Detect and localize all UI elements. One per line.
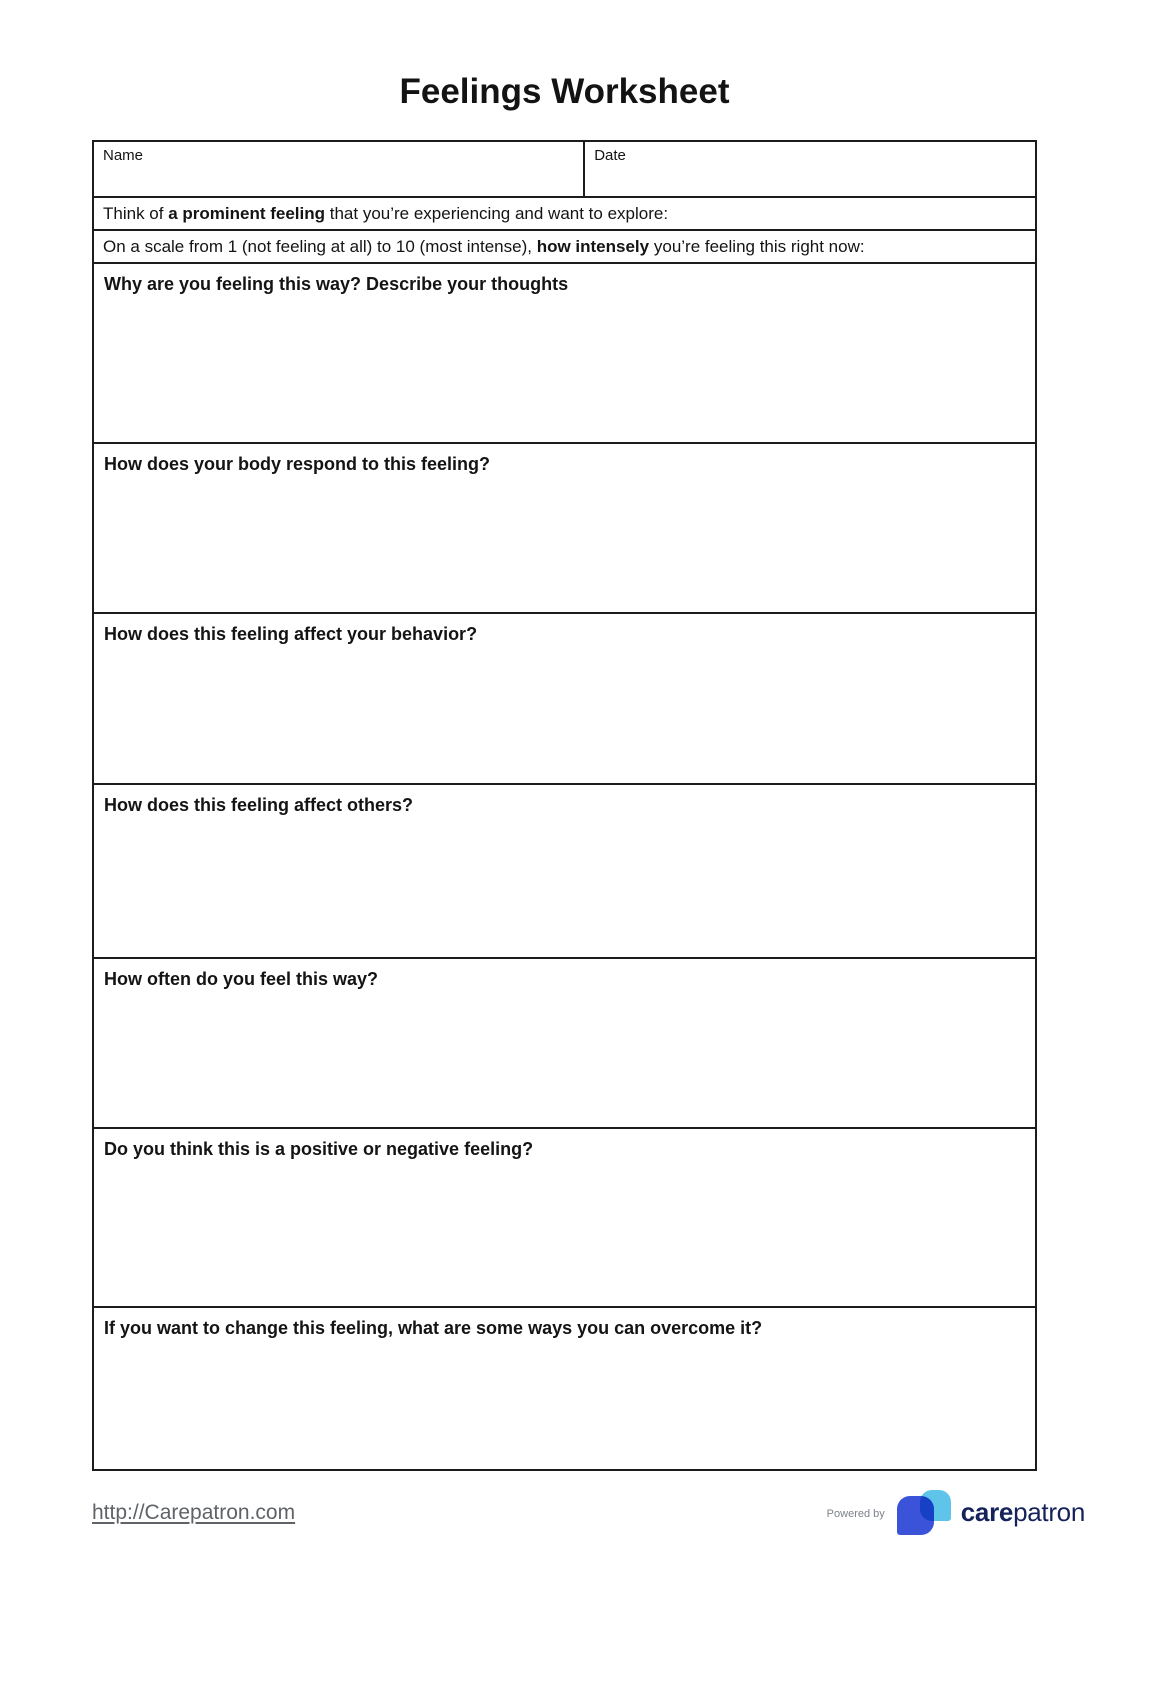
carepatron-link[interactable]: http://Carepatron.com	[92, 1501, 296, 1524]
carepatron-wordmark	[961, 1497, 1085, 1528]
powered-by-label: Powered by	[826, 1508, 885, 1520]
wordmark-care: care	[960, 1496, 1014, 1527]
question-box-positive-negative	[94, 1127, 1035, 1306]
question-label: If you want to change this feeling, what are some ways you can overcome it?	[104, 1318, 763, 1338]
prompt-text-bold: how intensely	[536, 236, 650, 256]
answer-area[interactable]	[104, 817, 1025, 949]
prompt-text-bold: a prominent feeling	[168, 203, 325, 223]
question-label: Why are you feeling this way? Describe your thoughts	[104, 274, 569, 294]
worksheet-page	[92, 72, 1037, 1471]
name-field[interactable]	[94, 142, 585, 196]
question-box-behavior	[94, 612, 1035, 783]
date-field[interactable]	[585, 142, 1035, 196]
prominent-feeling-response-area[interactable]	[668, 198, 1026, 229]
question-box-affect-others	[94, 783, 1035, 957]
answer-area[interactable]	[104, 1340, 1025, 1461]
intensity-response-area[interactable]	[865, 231, 1026, 262]
page-footer	[92, 1496, 1085, 1537]
carepatron-logo-icon	[897, 1487, 955, 1537]
answer-area[interactable]	[104, 1161, 1025, 1298]
answer-area[interactable]	[104, 296, 1025, 434]
prompt-text-suffix: you’re feeling this right now:	[649, 236, 865, 256]
question-label: How often do you feel this way?	[104, 969, 379, 989]
page-title: Feelings Worksheet	[399, 72, 730, 111]
worksheet-form	[92, 140, 1037, 1471]
answer-area[interactable]	[104, 646, 1025, 775]
prompt-text-suffix: that you’re experiencing and want to explore:	[325, 203, 669, 223]
question-box-overcome	[94, 1306, 1035, 1469]
question-label: How does this feeling affect your behavior?	[104, 624, 478, 644]
question-box-why-feeling	[94, 262, 1035, 442]
prompt-text-prefix: Think of	[103, 203, 169, 223]
question-label: Do you think this is a positive or negative feeling?	[104, 1139, 534, 1159]
question-box-body-response	[94, 442, 1035, 612]
name-label: Name	[103, 147, 144, 164]
question-label: How does this feeling affect others?	[104, 795, 414, 815]
answer-area[interactable]	[104, 991, 1025, 1119]
prompt-prominent-feeling	[94, 196, 1035, 229]
question-label: How does your body respond to this feeling?	[104, 454, 491, 474]
carepatron-brand	[827, 1487, 1085, 1537]
logo-light-bubble-shape	[920, 1490, 951, 1521]
prompt-intensity-scale	[94, 229, 1035, 262]
question-box-frequency	[94, 957, 1035, 1127]
prompt-text-prefix: On a scale from 1 (not feeling at all) to 10 (most intense),	[103, 236, 537, 256]
answer-area[interactable]	[104, 476, 1025, 604]
date-label: Date	[594, 147, 626, 164]
wordmark-patron: patron	[1013, 1496, 1085, 1527]
name-date-row	[94, 142, 1035, 196]
